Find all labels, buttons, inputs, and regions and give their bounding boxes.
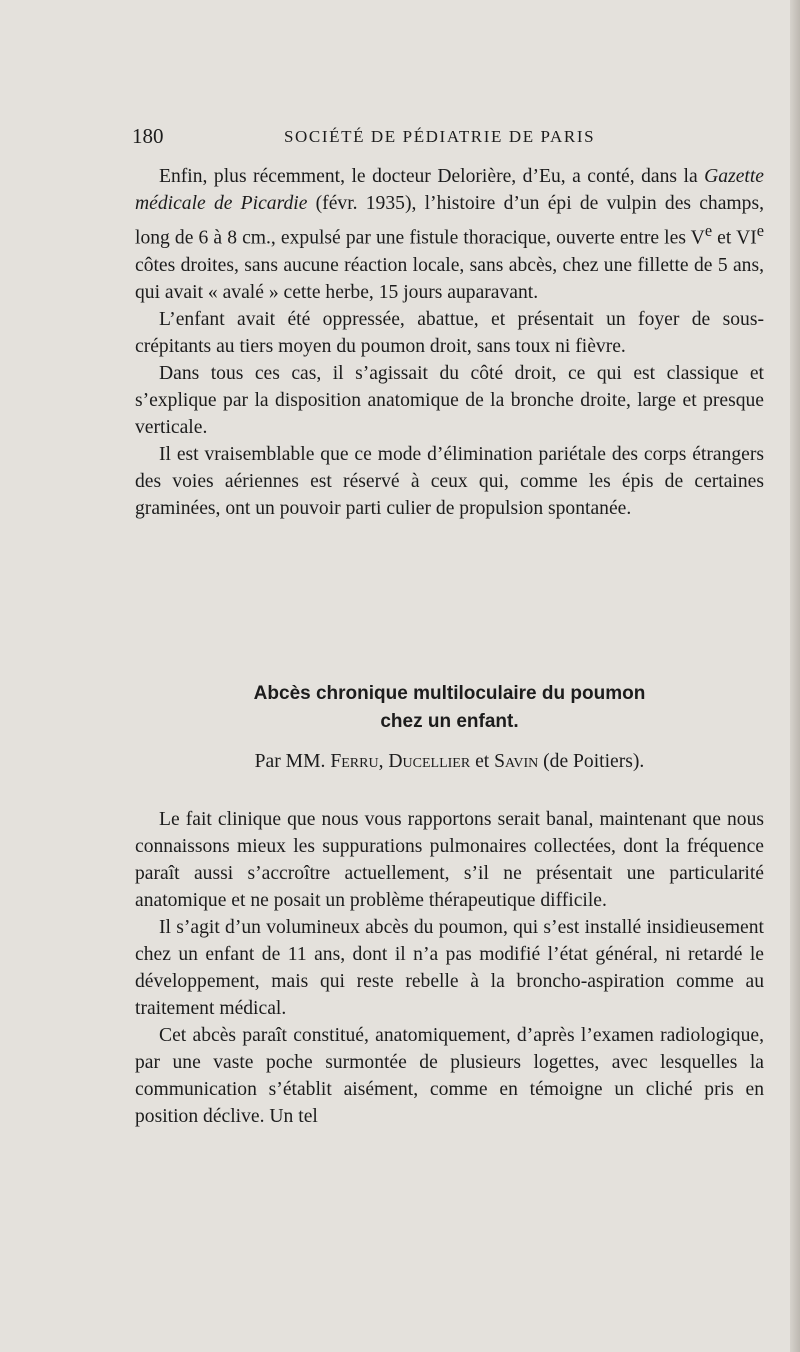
page-edge: [790, 0, 800, 1352]
text-run: Enfin, plus récemment, le docteur Delorière, d’Eu, a conté, dans la: [159, 166, 705, 187]
page-number: 180: [132, 124, 164, 148]
title-line: Abcès chronique multiloculaire du poumon: [253, 683, 646, 704]
text-run: (févr. 1935), l’histoire d’un épi de vulpin des champs, long de 6 à 8 cm., expulsé par une fistule thoracique, ouverte entre les V: [135, 193, 764, 249]
paragraph: Il est vraisemblable que ce mode d’élimination pariétale des corps étrangers des voies aériennes est réservé à ceux qui, comme les épis de certaines graminées, ont un pouvoir parti culier de propulsion spontanée.: [135, 443, 764, 519]
article-body: [135, 806, 764, 1130]
superscript: e: [704, 221, 713, 240]
paragraph: [135, 163, 764, 306]
superscript: e: [756, 221, 764, 240]
text-run: côtes droites, sans aucune réaction locale, sans abcès, chez une fillette de 5 ans, qui avait « avalé » cette herbe, 15 jours auparavant.: [135, 254, 764, 303]
byline-suffix: (de Poitiers).: [538, 751, 645, 772]
author-name: Savin: [494, 751, 539, 772]
article-title: [135, 680, 764, 736]
byline: [135, 751, 764, 773]
paragraph: Dans tous ces cas, il s’agissait du côté droit, ce qui est classique et s’explique par la disposition anatomique de la bronche droite, large et presque verticale.: [135, 362, 764, 438]
author-name: Ducellier: [388, 751, 471, 772]
byline-separator: ,: [378, 751, 389, 772]
journal-title: Gazette médicale de Picardie: [135, 166, 764, 214]
paragraph: L’enfant avait été oppressée, abattue, et présentait un foyer de sous-crépitants au tiers moyen du poumon droit, sans toux ni fièvre.: [135, 308, 764, 357]
author-name: Ferru: [330, 751, 379, 772]
text-run: et VI: [712, 227, 757, 249]
continued-text: [135, 163, 764, 522]
running-header: [132, 124, 762, 154]
byline-prefix: Par MM.: [254, 751, 331, 772]
paragraph: Cet abcès paraît constitué, anatomiquement, d’après l’examen radiologique, par une vaste poche surmontée de plusieurs logettes, avec lesquelles la communication s’établit aisément, comme en témoigne un cliché pris en position déclive. Un tel: [135, 1025, 764, 1127]
paragraph: Le fait clinique que nous vous rapportons serait banal, maintenant que nous connaissons mieux les suppurations pulmonaires collectées, dont la fréquence paraît aussi s’accroître actuellement, s’il ne présentait une particularité anatomique et ne posait un problème thérapeutique difficile.: [135, 809, 764, 911]
title-line: chez un enfant.: [380, 711, 519, 732]
paragraph: Il s’agit d’un volumineux abcès du poumon, qui s’est installé insidieusement chez un enfant de 11 ans, dont il n’a pas modifié l’état général, ni retardé le développement, mais qui reste rebelle à la broncho-aspiration comme au traitement médical.: [135, 917, 764, 1019]
running-head: SOCIÉTÉ DE PÉDIATRIE DE PARIS: [284, 127, 596, 146]
byline-separator: et: [470, 751, 495, 772]
